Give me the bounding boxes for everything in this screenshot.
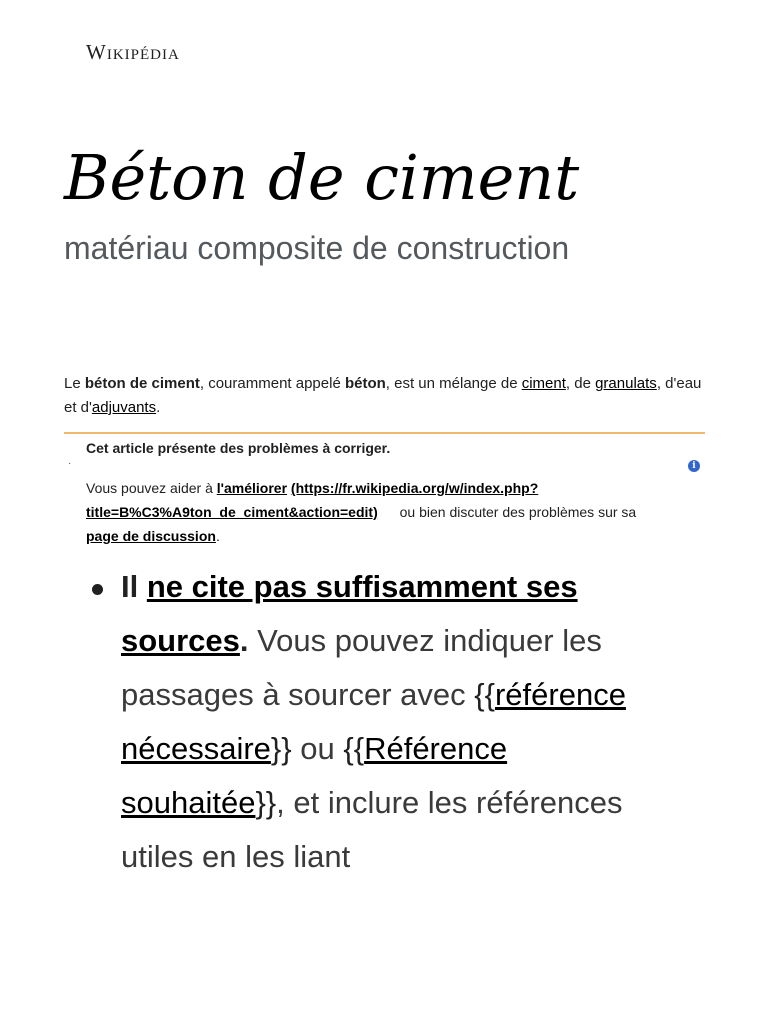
intro-text: Le <box>64 375 85 392</box>
template-brace: {{ <box>474 677 495 712</box>
issue-suffix: . <box>239 623 249 658</box>
list-item <box>90 560 650 884</box>
page-title: Béton de ciment <box>64 141 580 214</box>
issues-list <box>90 560 650 884</box>
notice-bullet-dot: · <box>68 458 72 469</box>
link-ameliorer[interactable]: l'améliorer <box>216 480 288 496</box>
intro-text: . <box>156 399 161 416</box>
link-page-discussion[interactable]: page de discussion <box>86 528 216 544</box>
intro-text: , est un mélange de <box>385 375 522 392</box>
template-brace: {{ <box>343 731 365 766</box>
intro-text: , d'eau et d' <box>64 375 702 416</box>
issue-text: Vous pouvez indiquer les passages à sourcer avec <box>121 623 602 712</box>
link-reference-souhaitee[interactable]: Référence souhaitée <box>121 731 508 820</box>
page-subtitle: matériau composite de construction <box>64 230 570 266</box>
intro-paragraph <box>64 372 712 420</box>
issue-prefix: Il <box>121 569 147 604</box>
issue-text: , et inclure les références utiles en les liant <box>121 785 623 874</box>
link-adjuvants[interactable]: adjuvants <box>91 399 157 416</box>
link-edit-url[interactable]: (https://fr.wikipedia.org/w/index.php?title=B%C3%A9ton_de_ciment&action=edit) <box>86 480 539 520</box>
notice-text: ou bien discuter des problèmes sur sa <box>395 504 637 520</box>
intro-bold-term: béton <box>344 375 386 392</box>
notice-text: Vous pouvez aider à <box>86 480 217 496</box>
notice-title: Cet article présente des problèmes à corriger. <box>86 440 391 456</box>
link-sources[interactable]: ne cite pas suffisamment ses sources <box>121 569 578 658</box>
intro-text: , couramment appelé <box>199 375 345 392</box>
notice-text: . <box>215 528 220 544</box>
wikipedia-logo[interactable]: Wikipédia <box>86 40 180 64</box>
link-ciment[interactable]: ciment <box>521 375 566 392</box>
intro-text: , de <box>565 375 596 392</box>
notice-body <box>86 476 656 548</box>
issue-text: ou <box>291 731 344 766</box>
template-brace: }} <box>270 731 292 766</box>
maintenance-notice-box <box>64 432 705 552</box>
link-granulats[interactable]: granulats <box>595 375 657 392</box>
intro-bold-term: béton de ciment <box>84 375 200 392</box>
link-reference-necessaire[interactable]: référence nécessaire <box>121 677 626 766</box>
template-brace: }} <box>255 785 277 820</box>
info-icon[interactable]: i <box>688 460 700 472</box>
